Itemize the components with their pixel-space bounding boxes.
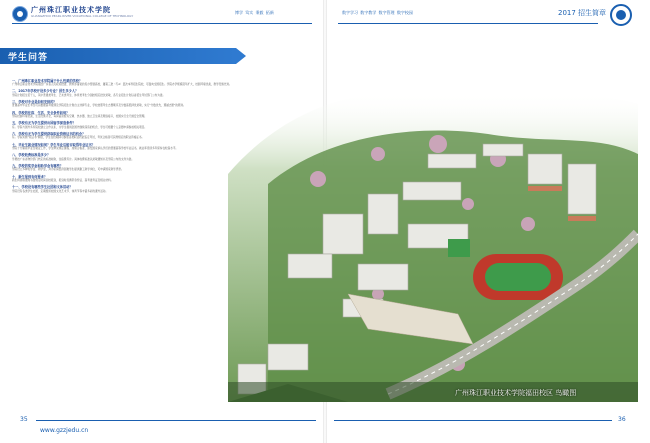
- qa-list: [12, 76, 237, 398]
- campus-aerial-illustration: [228, 64, 638, 402]
- page-number-left: 35: [20, 416, 28, 423]
- question: 十、新生报到有何要求？: [12, 174, 48, 179]
- answer: 有。学院与国外多所院校建立合作关系，为学生提供赴国外继续深造的机会，学生可根据个人意愿申请参加相关项目。: [12, 125, 147, 129]
- answer: 广州珠江职业技术学院是经广东省人民政府批准、教育部备案的民办普通高校，属第三批（专A）层次本科招生院校，可面向全国招生。学院办学规模逐年扩大，校园环境优美，教学设施先进。: [12, 82, 232, 86]
- answer: 学院校园环境优美，生活设施齐全，每间宿舍配有空调、热水器、独立卫生间及网络接口，校园实行全天候安全管理。: [12, 114, 147, 118]
- website-link[interactable]: www.gzzjedu.cn: [40, 427, 89, 434]
- answer: 学院设有各类学生社团，定期组织校园文化艺术节、体育节等丰富多彩的课外活动。: [12, 189, 108, 193]
- question: 三、学校对专业是如何安排的？: [12, 99, 57, 104]
- school-name: 广州珠江职业技术学院: [31, 6, 111, 14]
- page-number-right: 36: [618, 416, 626, 423]
- question: 七、毕业生就业情况如何？学生毕业后能否取得毕业证书？: [12, 142, 95, 147]
- question: 二、2017年学校开设多少专业？招生多少人？: [12, 89, 79, 94]
- guide-title: 2017 招生简章: [558, 9, 607, 17]
- map-caption: 广州珠江职业技术学院福田校区 鸟瞰图: [455, 389, 577, 397]
- question: 十一、学校设有哪些学生社团和文体活动？: [12, 185, 73, 190]
- digital-campus-motto: 数字学习 数字教学 数字管理 数字校园: [342, 10, 413, 15]
- question: 一、广州珠江职业技术学院属于什么性质的学校？: [12, 78, 83, 83]
- question: 五、学校有无为学生提供出国留学深造条件？: [12, 121, 76, 126]
- school-name-english: GUANGZHOU PEARL RIVER VOCATIONAL COLLEGE OF TECHNOLOGY: [31, 14, 134, 18]
- question: 四、学校的住宿、生活、安全条件如何？: [12, 110, 70, 115]
- emblem-icon: [610, 4, 632, 26]
- answer: 新生持录取通知书按规定时间到校报到，报到时需携带身份证、高考准考证及相关材料。: [12, 179, 114, 183]
- campus-aerial-view: [228, 64, 638, 402]
- answer: 普通高中毕业生考生可以根据高考成绩及学院招生计划自主选择专业，学校按照考生志愿顺序及分数高低择优录取，实行"分数优先，遵循志愿"的原则。: [12, 104, 186, 108]
- answer: 学院计划招生若干人，其中普通类考生、艺术类考生、体育类考生分别按相应批次录取，各专业招生计划以省招生考试部门公布为准。: [12, 93, 166, 97]
- question: 八、学校收费标准是多少？: [12, 153, 51, 158]
- answer: 学院十分重视毕业生就业工作，学生修完规定课程、成绩合格者，颁发国家承认学历的普通高等学校毕业证书，就业率连续多年保持在较高水平。: [12, 147, 178, 151]
- school-motto: 博学 笃实 秉毅 拓新: [235, 10, 274, 15]
- section-title: 学生问答: [8, 53, 49, 63]
- footer-rule-right: [334, 420, 612, 421]
- question: 九、学校的奖学金和助学金有哪些？: [12, 164, 63, 169]
- header-rule: [12, 23, 312, 24]
- school-logo-icon: [12, 6, 28, 22]
- answer: 学院设立多种奖学金、助学金，并为家庭经济困难学生提供勤工助学岗位，可申请国家助学贷款。: [12, 168, 124, 172]
- footer-rule: [36, 420, 316, 421]
- question: 六、学校有无为学生提供获取职业资格证书的机会？: [12, 132, 86, 137]
- header-rule-right: [338, 23, 598, 24]
- answer: 学费按广东省物价部门核定的标准收取，住宿费另计。具体收费标准以录取通知书及学院公布的文件为准。: [12, 157, 134, 161]
- answer: 有。学院实施"双证书"制度，学生在校期间可参加各类职业技能鉴定考试，考试合格者可获得相应的职业资格证书。: [12, 136, 145, 140]
